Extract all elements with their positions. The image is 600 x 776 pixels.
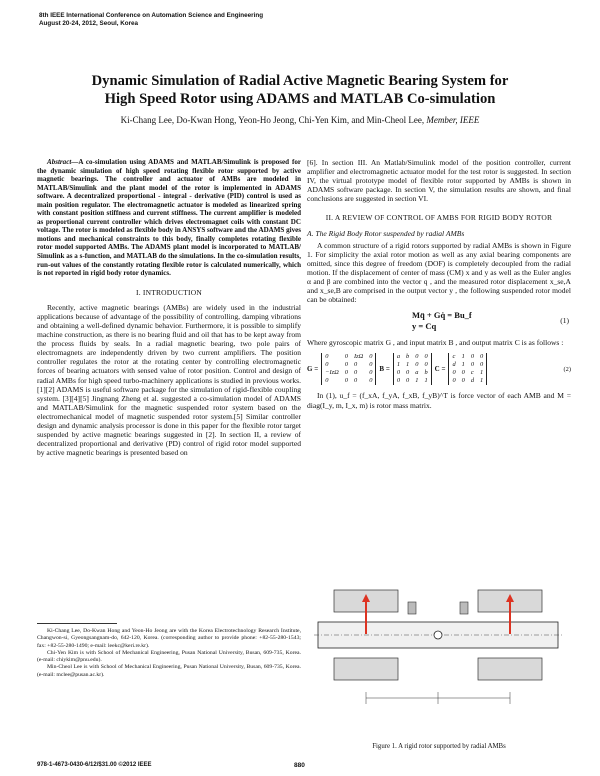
para-c: In (1), u_f = (f_xA, f_yA, f_xB, f_yB)^T is force vector of each AMB and M = diag(I_y, m, I_x, m) is rotor mass matrix. <box>307 391 571 410</box>
footnote <box>37 628 301 679</box>
footnote-para-2: Chi-Yen Kim is with School of Mechanical Engineering, Pusan National University, Busan, 609-735, Korea. (e-mail: chiykim@pnu.edu). <box>37 649 301 664</box>
matrix-g-cell: −IzΩ <box>325 369 339 377</box>
matrix-b-cell: 0 <box>424 361 428 369</box>
center-of-mass <box>434 631 442 639</box>
abstract-text: —A co-simulation using ADAMS and MATLAB/Simulink is proposed for the dynamic simulation of high speed rotating flexible rotor supported by active magnetic bearings. The controller and actuator of AMBs are modeled in MATLAB/Simulink and the plant model of the rotor is implemented in ADAMS software. A decentralized proportional - integral - derivative (PID) control is used as main position regulator. The electromagnetic actuator is modeled as linearized spring with constant position stiffness and current stiffness. The current amplifier is modeled as proportional current controller which drives electromagnet coils with constant DC voltage. The rotor is modeled as flexible body in ANSYS software and the ADAMS gives motions and mechanical constraints to this body, finally completes rotating flexible rotor model supported AMBs. The ADAMS plant model is incorporated to MATLAB/ Simulink as a s-function, and MATLAB do the simulations. In the co-simulation results, run-out values of the constantly rotating flexible rotor is calculated numerically, which is not reported in rigid body rotor dynamics. <box>37 158 301 278</box>
matrix-g-cell: 0 <box>325 361 329 369</box>
matrix-b-cell: 0 <box>396 377 401 385</box>
matrix-b-cell: 0 <box>396 369 401 377</box>
matrix-c-cell: 0 <box>470 361 475 369</box>
matrix-g-cell: 0 <box>344 377 348 385</box>
introduction-text: Recently, active magnetic bearings (AMBs) are widely used in the industrial applications because of advantage of the possibility of controlling, damping vibrations and obtaining a well-defined dynamic behavior. Furthermore, it is possible to simplify machine construction, as there is no bearing fluid and oil that has to be kept away from the process fluids by seals. In a radial magnetic bearing, two pole pairs of electromagnets are independently driven by two current amplifiers. The position controller regulates the rotor at the rotating center by controlling electromagnetic forces of bearing actuators with sensed value of rotor position. Control and design of radial AMBs for high speed turbo-machinery applications is studied in previous works.[1][2] ADAMS is useful software package for the simulation of rigid-flexible coupling system. [3][4][5] Jingnang Zheng et al. suggested a co-simulation model of ADAMS and MATLAB/Simulink for the magnetic suspended rotor system based on the electromechanical model of magnetic suspended rotor system.[5] Similar controller design and dynamic analysis processor is done in this paper for the flexible rotor target suspended by active magnetic bearings suggested in [2]. In section II, a review of decentralized proportional and derivative (PD) control of rigid rotor model supported by active magnetic bearings is presented based on <box>37 302 301 458</box>
abstract-label: Abstract <box>47 158 72 166</box>
conference-line-1: 8th IEEE International Conference on Automation Science and Engineering <box>39 12 264 19</box>
footer-isbn: 978-1-4673-0430-6/12/$31.00 ©2012 IEEE <box>37 762 152 768</box>
matrix-c-cell: 1 <box>480 369 484 377</box>
equation-line-2: y = Cq <box>412 321 437 332</box>
author-list <box>40 115 560 125</box>
matrix-b-cell: 0 <box>406 369 410 377</box>
title-line-1: Dynamic Simulation of Radial Active Magnetic Bearing System for <box>91 73 509 89</box>
equation-2-number: (2) <box>563 365 571 373</box>
matrix-g-cell: 0 <box>353 377 358 385</box>
continuation-text: [6]. In section III. An Matlab/Simulink model of the position controller, current amplifier and electromagnetic actuator model for the test rotor is suggested. In section IV, the virtual prototype model of flexible rotor supported by AMBs is shown in ADAMS software package. In section V, the simulation results are shown, and final conclusions are suggested in section VI. <box>307 158 571 204</box>
equation-1 <box>307 310 571 334</box>
footnote-rule <box>37 623 117 624</box>
footnote-para-1: Ki-Chang Lee, Do-Kwan Hong and Yeon-Ho Jeong are with the Korea Electrotechnology Research Institute, Changwon-si, Gyeongsangnam-do, 642-120, Korea. (corresponding author to provide phone: +82-55-280-1543; fax: +82-55-280-1490; e-mail: leekc@keri.re.kr). <box>37 628 301 649</box>
matrix-g-cell: 0 <box>353 369 358 377</box>
matrix-g-cell: 0 <box>369 353 373 361</box>
matrix-c-cell: c <box>452 353 456 361</box>
author-names: Ki-Chang Lee, Do-Kwan Hong, Yeon-Ho Jeong, Chi-Yen Kim, and Min-Cheol Lee, <box>120 115 425 125</box>
equation-1-number: (1) <box>560 316 569 326</box>
matrix-c-cell: 0 <box>461 369 465 377</box>
matrix-g-cell: IzΩ <box>353 353 364 361</box>
matrix-b-cell: 0 <box>415 361 419 369</box>
section-2-heading: II. A REVIEW OF CONTROL OF AMBS FOR RIGID BODY ROTOR <box>325 213 553 223</box>
matrix-b-cell: 1 <box>396 361 401 369</box>
matrix-g-cell: 0 <box>344 369 348 377</box>
section-1-heading: I. INTRODUCTION <box>136 287 202 297</box>
matrix-b-cell: 0 <box>415 353 419 361</box>
g-matrix-label: G = <box>307 364 319 373</box>
conference-line-2: August 20-24, 2012, Seoul, Korea <box>39 20 139 27</box>
bearing-a-bottom <box>334 658 398 680</box>
matrix-g-cell: 0 <box>325 377 329 385</box>
matrix-equation <box>307 353 571 385</box>
title-line-2: High Speed Rotor using ADAMS and MATLAB Co-simulation <box>104 91 496 107</box>
left-column <box>37 158 301 457</box>
matrix-c-cell: 0 <box>452 377 456 385</box>
c-matrix-label: C = <box>434 364 446 373</box>
sensor-b <box>460 602 468 614</box>
matrix-b-cell: 1 <box>415 377 419 385</box>
matrix-c-cell: 0 <box>452 369 456 377</box>
matrix-c-cell: 1 <box>461 353 465 361</box>
matrix-c-cell: 0 <box>480 361 484 369</box>
matrix-b-cell: 1 <box>406 361 410 369</box>
b-matrix <box>393 353 432 385</box>
matrix-g-cell: 0 <box>369 369 373 377</box>
matrix-b-cell: a <box>396 353 401 361</box>
matrix-c-cell: d <box>452 361 456 369</box>
figure-caption: Figure 1. A rigid rotor supported by radial AMBs <box>372 743 506 750</box>
paper-title <box>40 72 560 108</box>
matrix-c-cell: 1 <box>461 361 465 369</box>
para-a: A common structure of a rigid rotors supported by radial AMBs is shown in Figure 1. For simplicity the axial rotor motion as well as any axial bearing components are omitted, since this degree of freedom (DOF) is completely decoupled from the radial motion. If the displacement of center of mass (CM) x and y as well as the Euler angles α and β are combined into the vector q , and the measured rotor displacement x_se,A and x_se,B are comprised in the output vector y , the following suspended rotor model can be obtained: <box>307 240 571 305</box>
para-b: Where gyroscopic matrix G , and input matrix B , and output matrix C is as follows : <box>307 338 564 348</box>
sensor-a <box>408 602 416 614</box>
matrix-g-cell: 0 <box>344 353 348 361</box>
g-matrix <box>321 353 376 385</box>
footnote-para-3: Min-Cheol Lee is with School of Mechanical Engineering, Pusan National University, Busan, 609-735, Korea. (e-mail: mclee@pusan.ac.kr). <box>37 664 301 678</box>
matrix-b-cell: b <box>424 369 428 377</box>
matrix-b-cell: b <box>406 353 410 361</box>
matrix-g-cell: 0 <box>344 361 348 369</box>
matrix-g-cell: 0 <box>369 377 373 385</box>
matrix-b-cell: 0 <box>424 353 428 361</box>
matrix-c-cell: d <box>470 377 475 385</box>
matrix-g-cell: 0 <box>353 361 358 369</box>
matrix-c-cell: 0 <box>480 353 484 361</box>
matrix-b-cell: a <box>415 369 419 377</box>
matrix-b-cell: 1 <box>424 377 428 385</box>
matrix-c-cell: 0 <box>461 377 465 385</box>
equation-line-1: Mq̈ + Gq̇ = Bu_f <box>412 310 472 321</box>
subsection-a-heading: A. The Rigid Body Rotor suspended by radial AMBs <box>307 228 465 238</box>
conference-header <box>39 12 263 28</box>
page-number: 880 <box>294 762 305 769</box>
matrix-b-cell: 0 <box>406 377 410 385</box>
rotor-figure <box>312 572 564 722</box>
abstract <box>37 158 301 278</box>
matrix-g-cell: 0 <box>325 353 329 361</box>
bearing-b-bottom <box>478 658 542 680</box>
right-column <box>307 158 571 410</box>
b-matrix-label: B = <box>379 364 390 373</box>
matrix-c-cell: 0 <box>470 353 475 361</box>
matrix-g-cell: 0 <box>369 361 373 369</box>
matrix-c-cell: c <box>470 369 474 377</box>
author-membership: Member, IEEE <box>426 115 480 125</box>
c-matrix <box>448 353 487 385</box>
matrix-c-cell: 1 <box>480 377 484 385</box>
